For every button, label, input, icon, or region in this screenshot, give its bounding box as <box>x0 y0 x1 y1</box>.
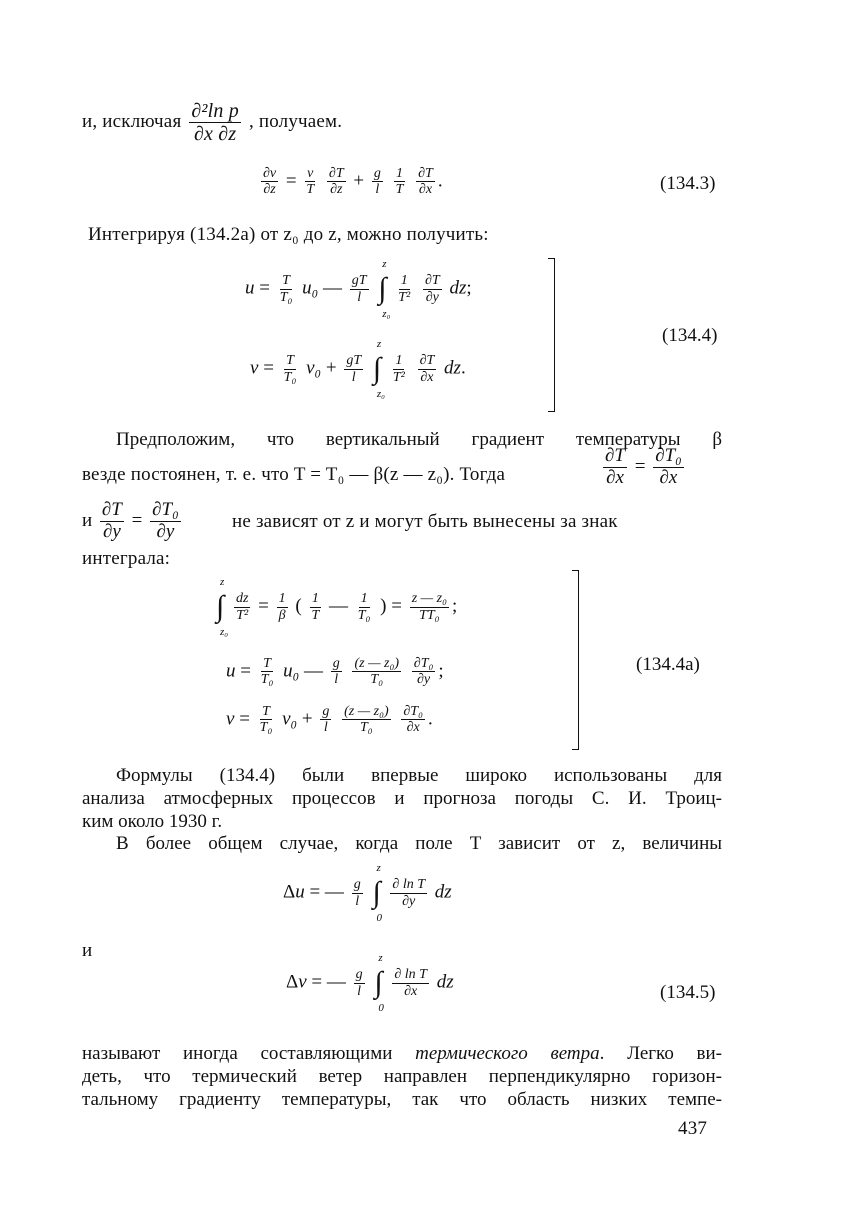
paragraph-general-case <box>82 832 722 855</box>
para1-line-1: Предположим, что вертикальный градиент температуры β <box>116 429 722 450</box>
paragraph-thermal-wind <box>82 1042 722 1111</box>
brace-134-4 <box>548 258 555 412</box>
equation-134-4a-u: u = $\frac{T}{\text{T₀}}$ u₀ — $\frac{g}{l}$ $\frac{\text{(z — z₀)}}{\text{T₀}}$ $\frac{\text{∂T₀}}{\partial y}$ ; <box>226 656 444 688</box>
gradient-equality: $\frac{\partial T}{\partial x}$ = $\frac{\text{∂T₀}}{\partial x}$ <box>605 445 682 488</box>
para1-line-4: интеграла: <box>82 548 171 569</box>
brace-134-4a <box>572 570 579 750</box>
para2-line-1: Формулы (134.4) были впервые широко использованы для <box>116 765 722 786</box>
exclusion-fraction <box>189 100 241 145</box>
equation-number-134-3: (134.3) <box>660 173 716 194</box>
equation-134-3: $\frac{\partial v}{\partial z}$ = $\frac{v}{T}$ $\frac{\partial T}{\partial z}$ + $\frac{g}{l}$ $\frac{1}{T}$ $\frac{\partial T}{\partial x}$ . <box>263 166 443 198</box>
equation-number-134-4a: (134.4а) <box>636 654 700 675</box>
page-number: 437 <box>678 1118 708 1139</box>
equation-134-4a-v: v = $\frac{T}{\text{T₀}}$ v₀ + $\frac{g}{l}$ $\frac{\text{(z — z₀)}}{\text{T₀}}$ $\frac{\text{∂T₀}}{\partial x}$ . <box>226 704 433 736</box>
intro-line <box>82 100 342 145</box>
equation-delta-v: Δv = — $\frac{g}{l}$ ∫ z 0 $\frac{\text{∂ ln T}}{\partial x}$ dz <box>286 952 454 1014</box>
para2-line-2: анализа атмосферных процессов и прогноза погоды С. И. Троиц- <box>82 788 722 809</box>
exclusion-numerator: ∂²ln p <box>191 100 239 122</box>
integrate-text: Интегрируя (134.2а) от z₀ до z, можно получить: <box>88 224 489 245</box>
para3-line: В более общем случае, когда поле T зависит от z, величины <box>116 833 722 854</box>
intro-suffix: , получаем. <box>248 110 343 132</box>
gradient-equality-y: и $\frac{\partial T}{\partial y}$ = $\frac{\text{∂T₀}}{\partial y}$ <box>82 499 179 542</box>
equation-number-134-4: (134.4) <box>662 325 718 346</box>
equation-number-134-5: (134.5) <box>660 982 716 1003</box>
equation-delta-u: Δu = — $\frac{g}{l}$ ∫ z 0 $\frac{\text{∂ ln T}}{\partial y}$ dz <box>283 862 452 924</box>
para4-line-2: деть, что термический ветер направлен перпендикулярно горизон- <box>82 1066 722 1087</box>
exclusion-denominator: ∂x ∂z <box>193 123 237 145</box>
and-word: и <box>82 940 93 961</box>
paragraph-troitsky <box>82 764 722 833</box>
equation-134-4-u: u = $\frac{T}{\text{T₀}}$ u₀ — $\frac{gT}{l}$ ∫ z z₀ $\frac{1}{\text{T²}}$ $\frac{\partial T}{\partial y}$ dz; <box>245 258 472 320</box>
para4-line-1: называют иногда составляющими термического ветра. Легко ви- <box>82 1043 723 1064</box>
para2-line-3: ким около 1930 г. <box>82 811 223 832</box>
para1-line-3: не зависят от z и могут быть вынесены за знак <box>232 511 618 532</box>
thermal-wind-term: термического ветра <box>415 1043 600 1064</box>
intro-prefix: и, исключая <box>82 110 182 132</box>
equation-134-4-v: v = $\frac{T}{\text{T₀}}$ v₀ + $\frac{gT}{l}$ ∫ z z₀ $\frac{1}{\text{T²}}$ $\frac{\partial T}{\partial x}$ dz. <box>250 338 466 400</box>
equation-134-4a-integral: ∫ z z₀ $\frac{dz}{\text{T²}}$ = $\frac{1}{\beta}$ ( $\frac{1}{T}$ — $\frac{1}{\text{T₀}}$ ) = $\frac{\text{z — z₀}}{\text{TT₀}}$ ; <box>216 576 458 638</box>
para1-line-2: везде постоянен, т. е. что T = T₀ — β(z — z₀). Тогда <box>82 464 506 485</box>
para4-line-3: тальному градиенту температуры, так что область низких темпе- <box>82 1089 722 1110</box>
